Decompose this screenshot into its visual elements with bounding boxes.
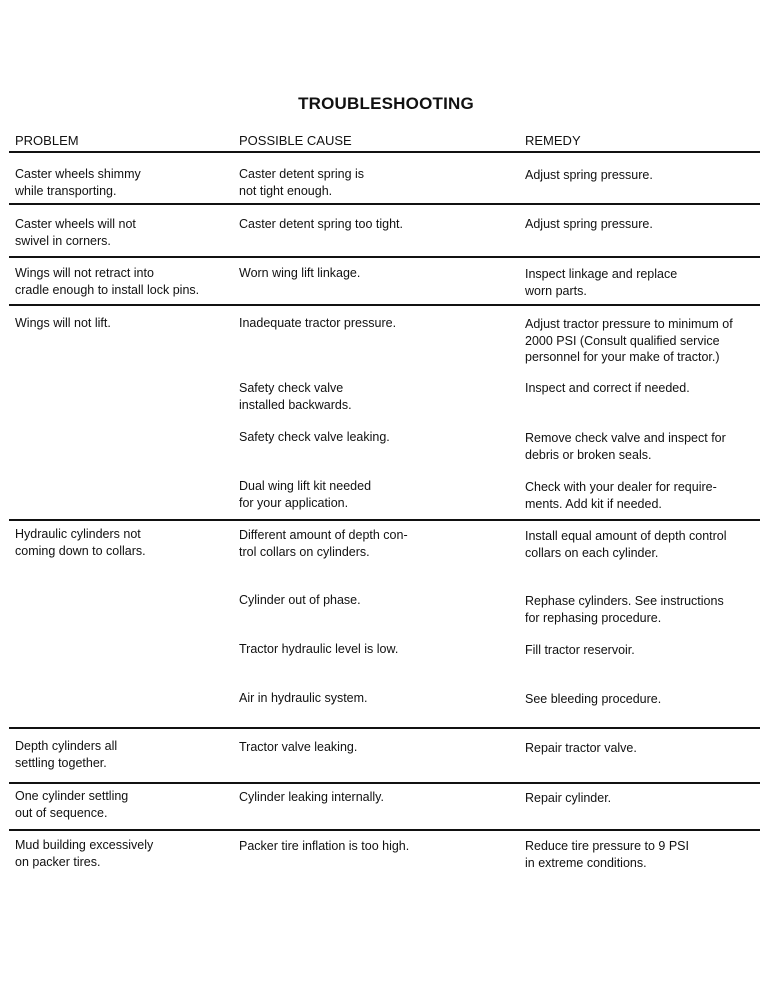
header-problem: PROBLEM — [15, 133, 79, 148]
remedy-cell: Reduce tire pressure to 9 PSI in extreme conditions. — [525, 839, 689, 870]
problem-cell: Depth cylinders all settling together. — [15, 739, 118, 770]
header-remedy: REMEDY — [525, 133, 581, 148]
problem-cell: Caster wheels will not swivel in corners. — [15, 217, 136, 248]
remedy-cell: Adjust tractor pressure to minimum of 2000 PSI (Consult qualified service personnel for your make of tractor.) — [525, 317, 733, 364]
remedy-cell: Inspect linkage and replace worn parts. — [525, 267, 678, 298]
problem-cell: One cylinder settling out of sequence. — [15, 789, 129, 820]
remedy-cell: Repair tractor valve. — [525, 741, 637, 755]
cause-cell: Cylinder leaking internally. — [239, 790, 384, 804]
column-headers — [0, 133, 772, 151]
remedy-cell: Fill tractor reservoir. — [525, 643, 635, 657]
divider — [9, 151, 760, 153]
problem-cell: Mud building excessively on packer tires. — [15, 838, 154, 869]
divider — [9, 782, 760, 784]
cause-cell: Caster detent spring is not tight enough. — [239, 167, 365, 198]
cause-cell: Tractor hydraulic level is low. — [239, 642, 399, 656]
remedy-cell: Remove check valve and inspect for debris or broken seals. — [525, 431, 726, 462]
problem-cell: Wings will not lift. — [15, 316, 111, 330]
cause-cell: Safety check valve installed backwards. — [239, 381, 352, 412]
cause-cell: Inadequate tractor pressure. — [239, 316, 397, 330]
cause-cell: Dual wing lift kit needed for your application. — [239, 479, 372, 510]
problem-cell: Caster wheels shimmy while transporting. — [15, 167, 141, 198]
remedy-cell: Adjust spring pressure. — [525, 168, 653, 182]
cause-cell: Cylinder out of phase. — [239, 593, 361, 607]
remedy-cell: Repair cylinder. — [525, 791, 612, 805]
divider — [9, 727, 760, 729]
remedy-cell: Adjust spring pressure. — [525, 217, 653, 231]
divider — [9, 256, 760, 258]
remedy-cell: Check with your dealer for require- ments. Add kit if needed. — [525, 480, 717, 511]
problem-cell: Hydraulic cylinders not coming down to collars. — [15, 527, 146, 558]
divider — [9, 829, 760, 831]
divider — [9, 519, 760, 521]
cause-cell: Packer tire inflation is too high. — [239, 839, 410, 853]
cause-cell: Tractor valve leaking. — [239, 740, 358, 754]
cause-cell: Safety check valve leaking. — [239, 430, 390, 444]
remedy-cell: See bleeding procedure. — [525, 692, 662, 706]
header-possible-cause: POSSIBLE CAUSE — [239, 133, 352, 148]
problem-cell: Wings will not retract into cradle enough to install lock pins. — [15, 266, 200, 297]
cause-cell: Different amount of depth con- trol collars on cylinders. — [239, 528, 408, 559]
cause-cell: Worn wing lift linkage. — [239, 266, 361, 280]
remedy-cell: Inspect and correct if needed. — [525, 381, 690, 395]
remedy-cell: Install equal amount of depth control collars on each cylinder. — [525, 529, 727, 560]
remedy-cell: Rephase cylinders. See instructions for rephasing procedure. — [525, 594, 724, 625]
divider — [9, 304, 760, 306]
cause-cell: Air in hydraulic system. — [239, 691, 368, 705]
divider — [9, 203, 760, 205]
page-title: TROUBLESHOOTING — [298, 94, 474, 113]
cause-cell: Caster detent spring too tight. — [239, 217, 403, 231]
